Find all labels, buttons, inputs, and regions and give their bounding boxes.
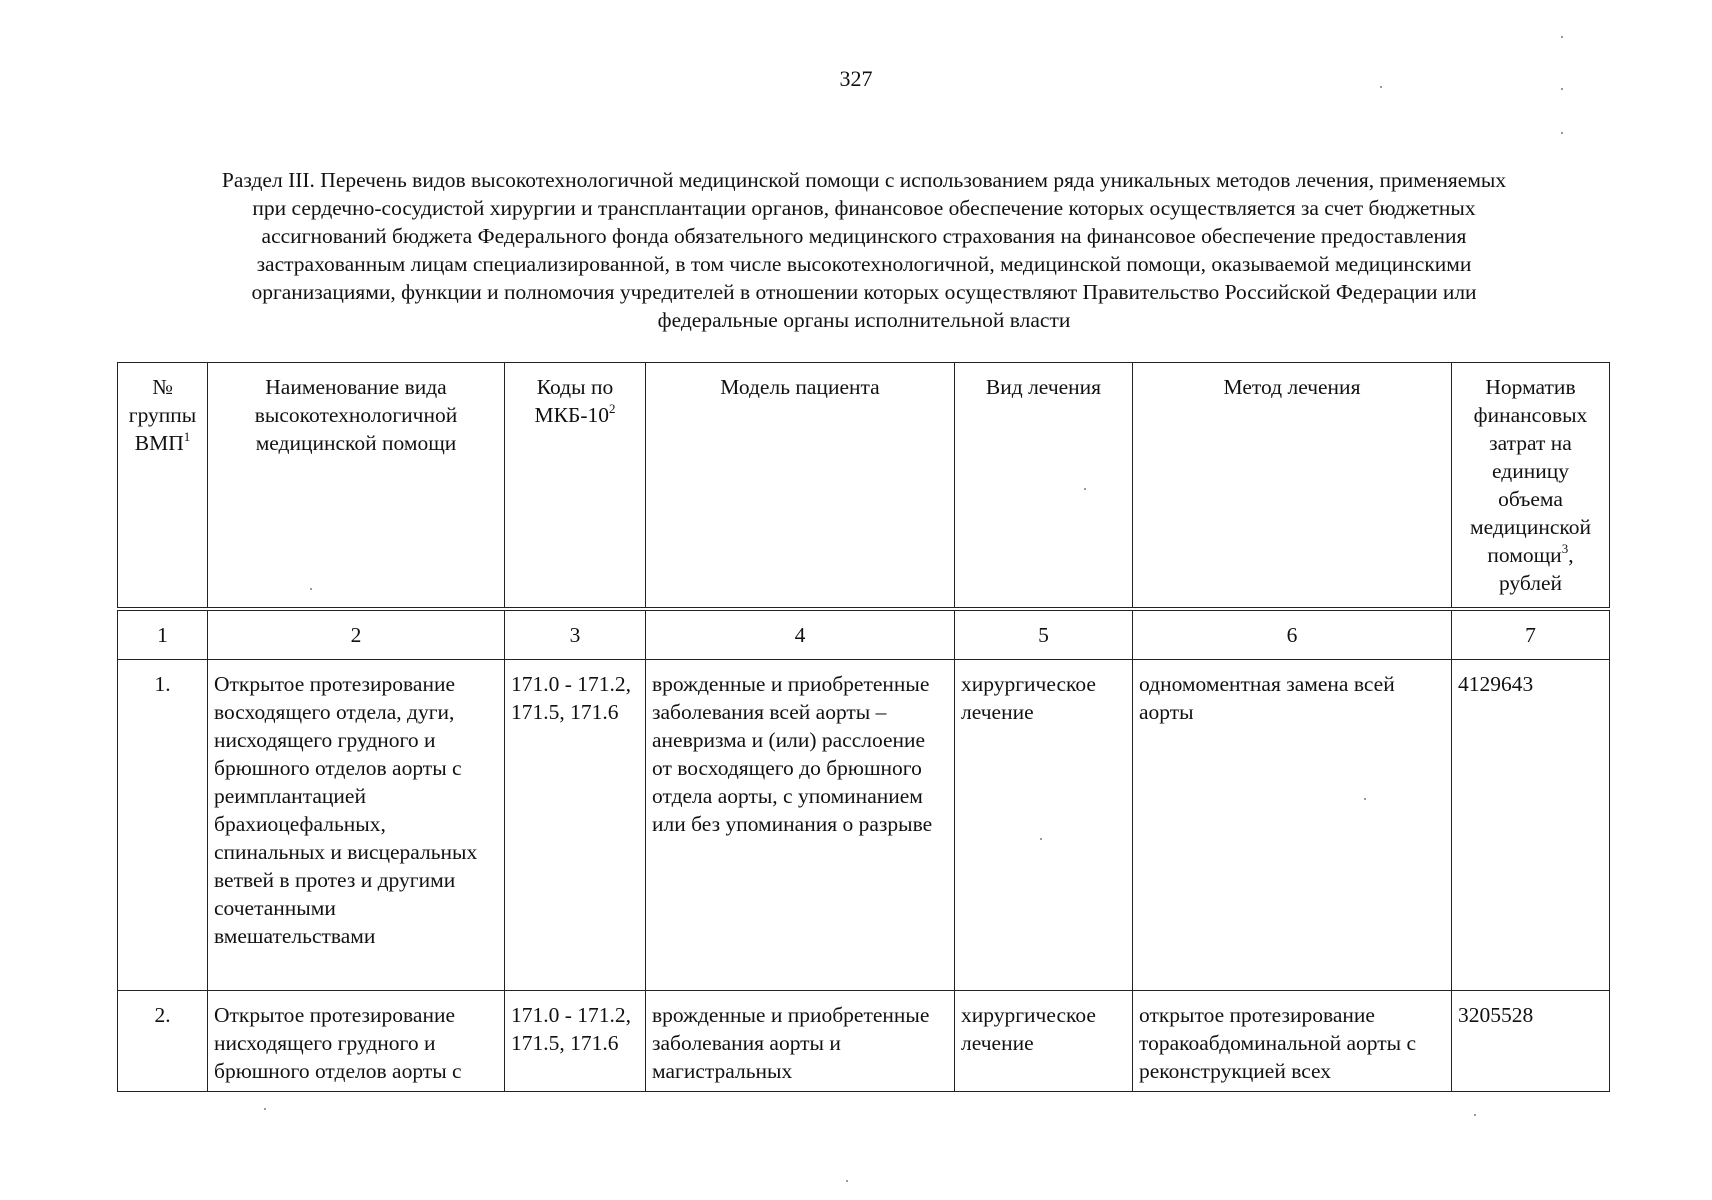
table-row: [118, 991, 1610, 1092]
table-header-row: [118, 363, 1610, 610]
section-title-line: застрахованным лицам специализированной, в том числе высокотехнологичной, медицинской помощи, оказываемой медицинскими: [256, 252, 1472, 276]
treatment-type-cell: хирургическое лечение: [955, 991, 1133, 1092]
column-number: 7: [1452, 609, 1610, 660]
column-number: 2: [208, 609, 505, 660]
scan-speck: [1474, 1114, 1476, 1116]
header-treatment-type: Вид лечения: [955, 363, 1133, 610]
section-title: [118, 166, 1610, 334]
column-number: 4: [646, 609, 955, 660]
row-number: 1.: [118, 660, 208, 991]
page-number: 327: [839, 66, 873, 91]
treatment-type-cell: хирургическое лечение: [955, 660, 1133, 991]
table-row: [118, 660, 1610, 991]
header-vmp-name: Наименование вида высокотехнологичной медицинской помощи: [208, 363, 505, 610]
scan-speck: [1561, 132, 1563, 134]
section-title-line: Раздел III. Перечень видов высокотехнологичной медицинской помощи с использованием ряда уникальных методов лечения, применяемых: [221, 168, 1507, 192]
section-title-line: организациями, функции и полномочия учредителей в отношении которых осуществляют Правительство Российской Федерации или: [251, 280, 1477, 304]
cost-cell: 4129643: [1452, 660, 1610, 991]
column-number: 3: [505, 609, 646, 660]
scan-speck: [310, 588, 312, 590]
scan-speck: [1084, 488, 1086, 490]
scan-speck: [846, 1180, 848, 1182]
section-title-line: федеральные органы исполнительной власти: [657, 308, 1071, 332]
header-patient-model: Модель пациента: [646, 363, 955, 610]
scan-speck: [1040, 838, 1042, 840]
row-number: 2.: [118, 991, 208, 1092]
section-title-line: при сердечно-сосудистой хирургии и трансплантации органов, финансовое обеспечение которых осуществляется за счет бюджетных: [252, 196, 1476, 220]
scan-speck: [264, 1108, 266, 1110]
vmp-name-cell: Открытое протезирование восходящего отдела, дуги, нисходящего грудного и брюшного отделов аорты с реимплантацией брахиоцефальных, спинальных и висцеральных ветвей в протез и другими сочетанными вмешательствами: [208, 660, 505, 991]
section-title-line: ассигнований бюджета Федерального фонда обязательного медицинского страхования на финансовое обеспечение предоставления: [261, 224, 1467, 248]
vmp-name-cell: Открытое протезирование нисходящего грудного и брюшного отделов аорты с: [208, 991, 505, 1092]
patient-model-cell: врожденные и приобретенные заболевания всей аорты – аневризма и (или) расслоение от восходящего до брюшного отдела аорты, с упоминанием или без упоминания о разрыве: [646, 660, 955, 991]
patient-model-cell: врожденные и приобретенные заболевания аорты и магистральных: [646, 991, 955, 1092]
header-group-number: № группы ВМП$^1$: [118, 363, 208, 610]
icd-codes-cell: 171.0 - 171.2, 171.5, 171.6: [505, 991, 646, 1092]
column-number-row: [118, 609, 1610, 660]
header-icd-codes: Коды по МКБ-$10^2$: [505, 363, 646, 610]
scan-speck: [1561, 36, 1563, 38]
column-number: 1: [118, 609, 208, 660]
column-number: 6: [1133, 609, 1452, 660]
cost-cell: 3205528: [1452, 991, 1610, 1092]
icd-codes-cell: 171.0 - 171.2, 171.5, 171.6: [505, 660, 646, 991]
scan-speck: [1561, 88, 1563, 90]
treatment-method-cell: открытое протезирование торакоабдоминальной аорты с реконструкцией всех: [1133, 991, 1452, 1092]
treatment-method-cell: одномоментная замена всей аорты: [1133, 660, 1452, 991]
scan-speck: [1380, 86, 1382, 88]
column-number: 5: [955, 609, 1133, 660]
vmp-table: [117, 362, 1610, 1092]
scan-speck: [1364, 798, 1366, 800]
header-treatment-method: Метод лечения: [1133, 363, 1452, 610]
header-cost-standard: Норматив финансовых затрат на единицу объема медицинской помощи$^3$, рублей: [1452, 363, 1610, 610]
